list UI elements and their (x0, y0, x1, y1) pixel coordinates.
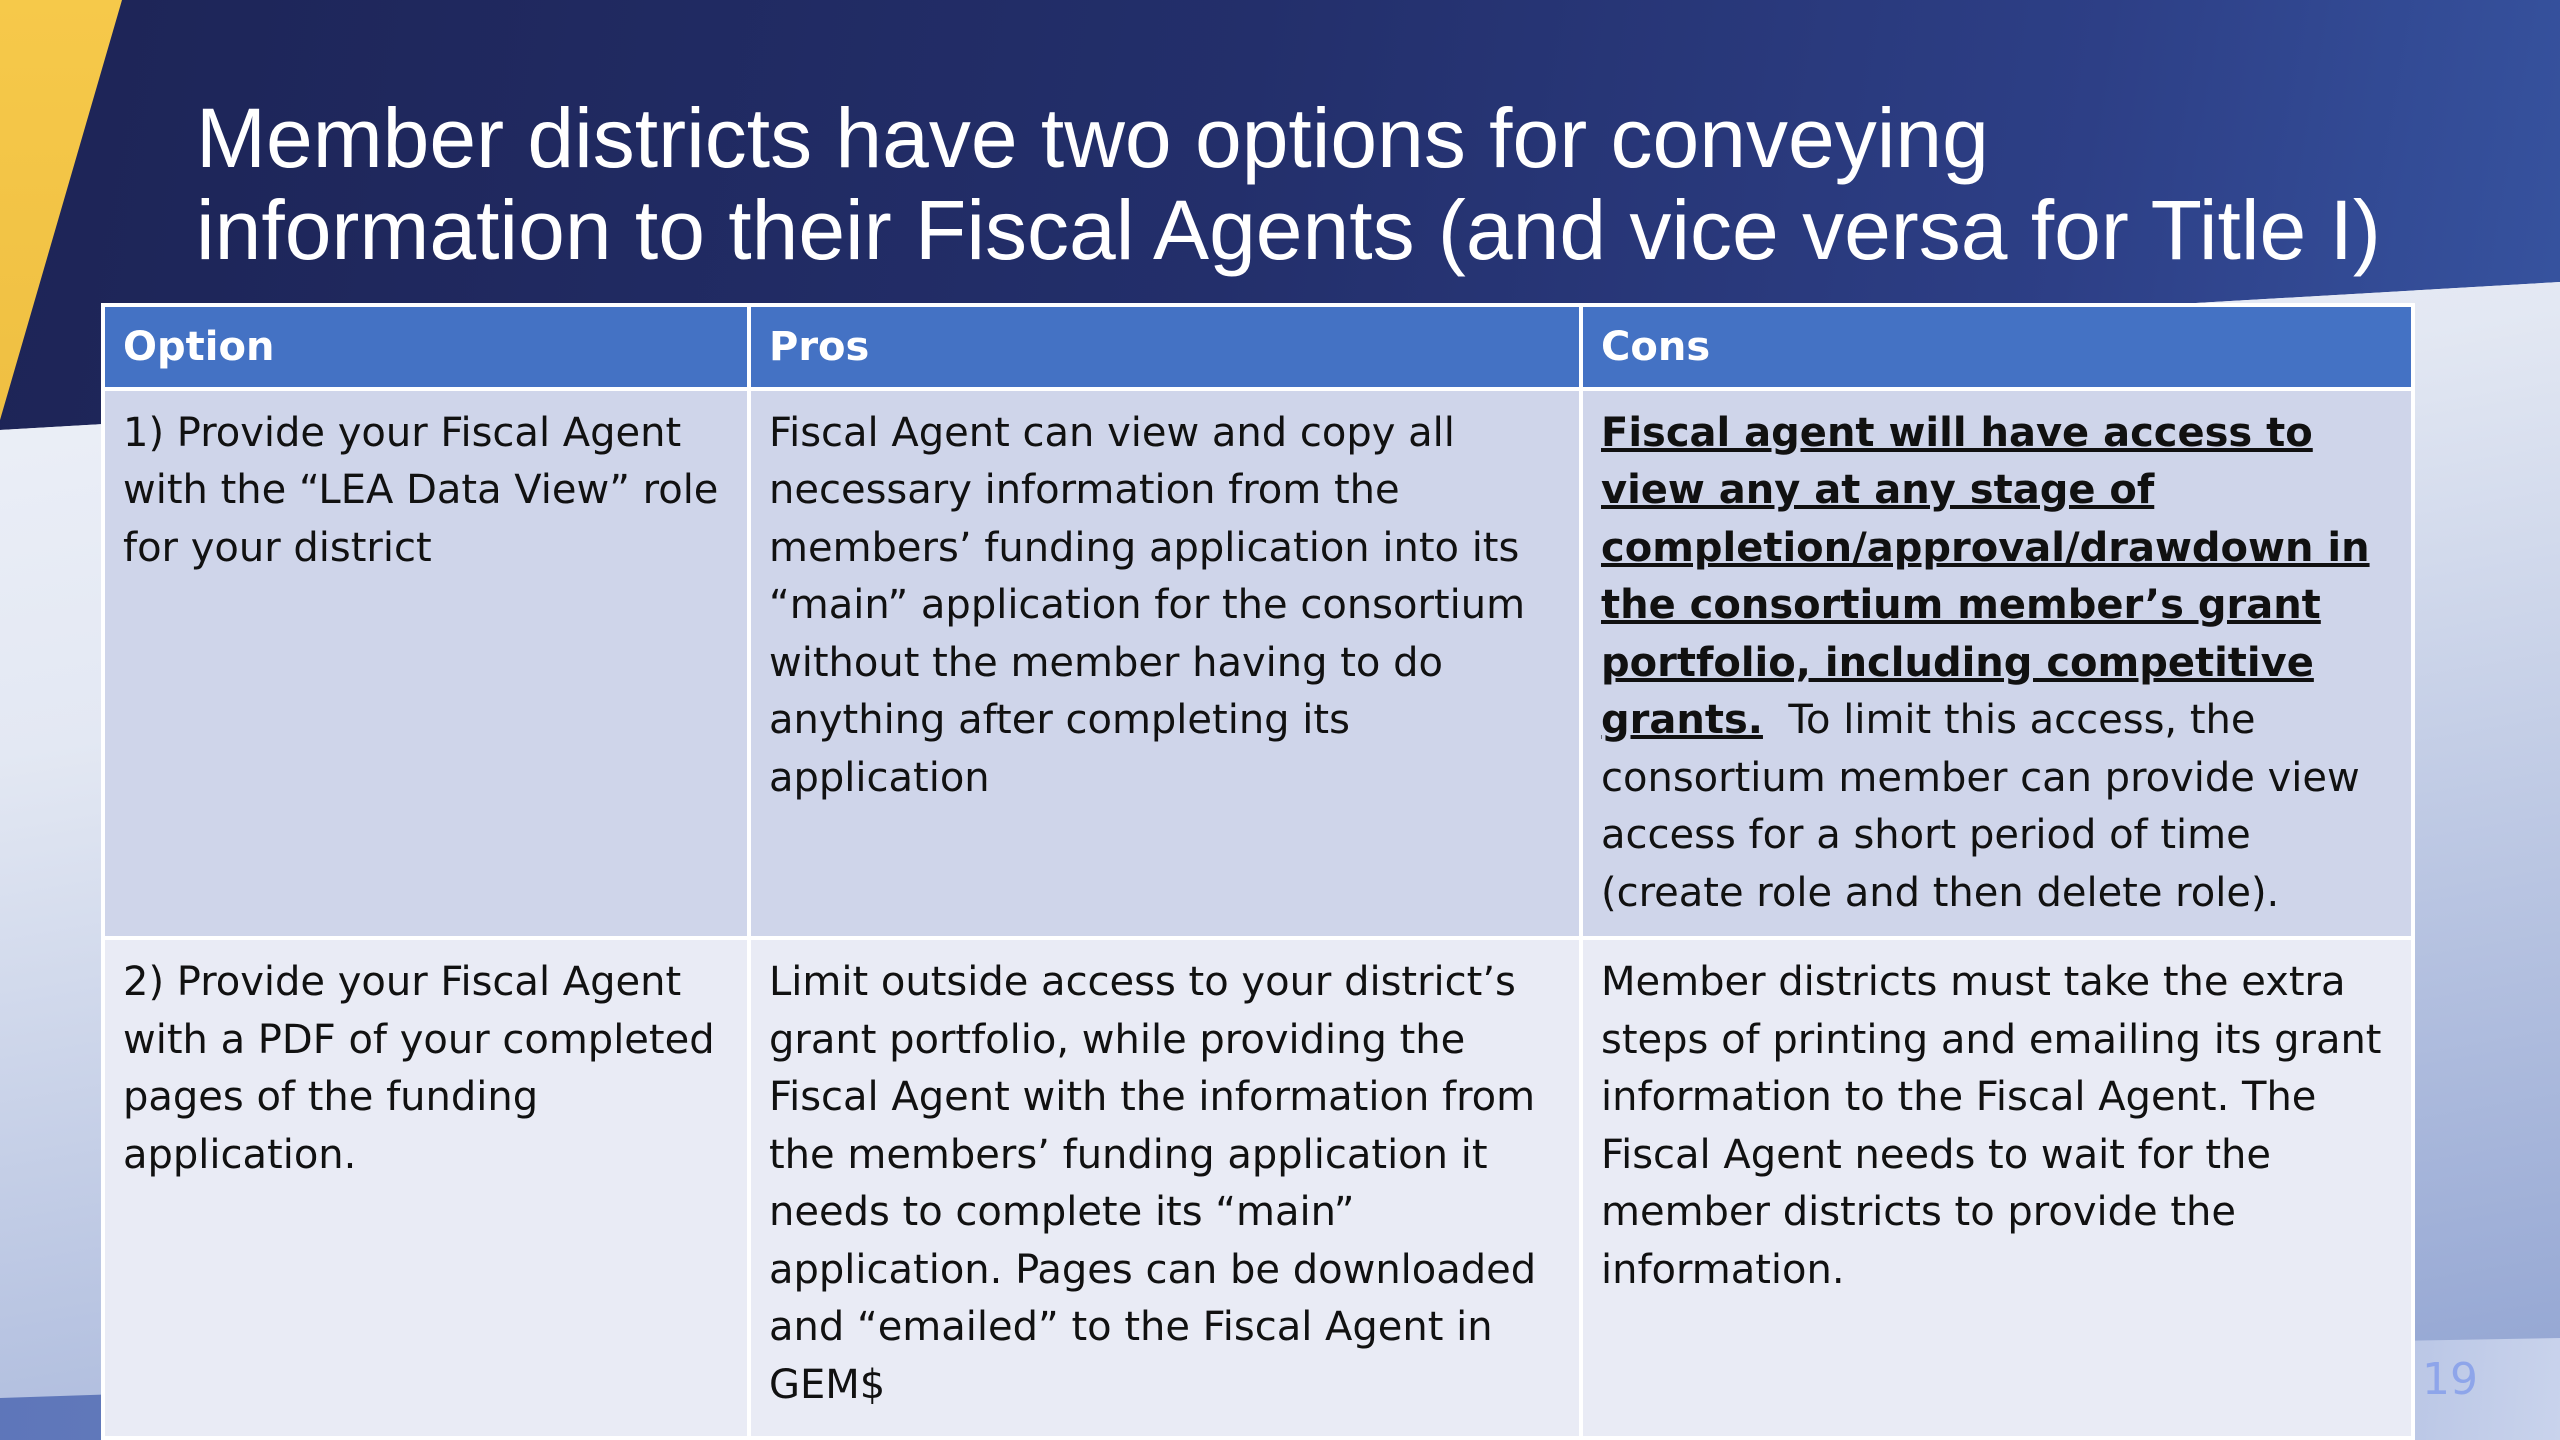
header-option: Option (103, 305, 749, 389)
cell-option: 1) Provide your Fiscal Agent with the “LEA Data View” role for your district (103, 389, 749, 939)
cell-option: 2) Provide your Fiscal Agent with a PDF of your completed pages of the funding application. (103, 938, 749, 1438)
header-pros: Pros (749, 305, 1581, 389)
table-header-row (103, 305, 2413, 389)
title-line-2: information to their Fiscal Agents (and vice versa for Title I) (196, 183, 2381, 277)
title-line-1: Member districts have two options for conveying (196, 91, 1989, 185)
cons-emphasis-text: Fiscal agent will have access to view any at any stage of completion/approval/drawdown in the consortium member’s grant portfolio, including competitive grants. (1601, 409, 2370, 743)
page-number: 19 (2422, 1354, 2478, 1405)
header-cons: Cons (1581, 305, 2413, 389)
cell-pros: Fiscal Agent can view and copy all necessary information from the members’ funding application into its “main” application for the consortium without the member having to do anything after completing its application (749, 389, 1581, 939)
cell-cons (1581, 389, 2413, 939)
table-row (103, 389, 2413, 939)
options-table (101, 303, 2415, 1440)
cell-pros: Limit outside access to your district’s grant portfolio, while providing the Fiscal Agent with the information from the members’ funding application it needs to complete its “main” application. Pages can be downloaded and “emailed” to the Fiscal Agent in GEM$ (749, 938, 1581, 1438)
table-row (103, 938, 2413, 1438)
cons-text: To limit this access, the consortium member can provide view access for a short period of time (create role and then delete role). (1601, 697, 2360, 916)
cell-cons: Member districts must take the extra steps of printing and emailing its grant information to the Fiscal Agent. The Fiscal Agent needs to wait for the member districts to provide the information. (1581, 938, 2413, 1438)
slide-title (196, 92, 2496, 276)
